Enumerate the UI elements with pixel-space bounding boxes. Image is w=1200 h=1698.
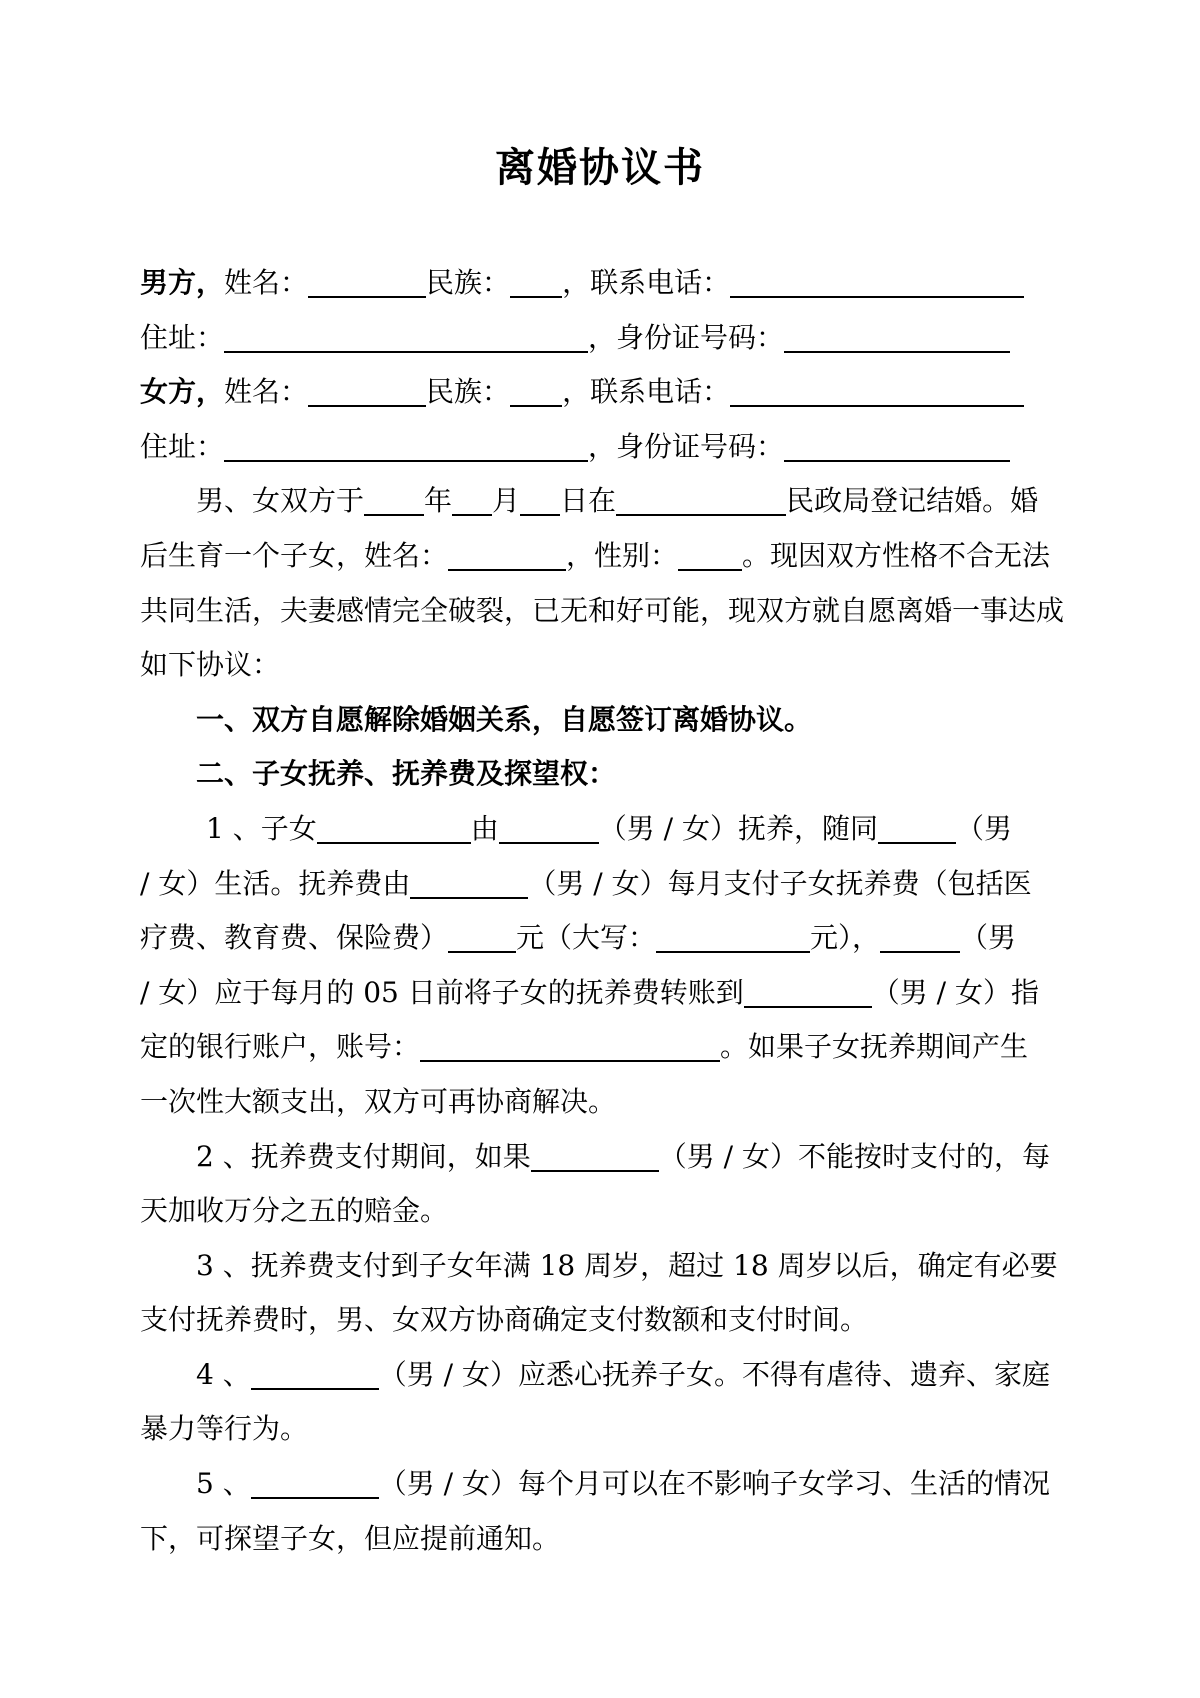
item-text: 由 (470, 811, 499, 845)
visitor-field[interactable] (251, 1467, 379, 1499)
male-id-sep: ， (588, 320, 617, 354)
male-label-sep: ， (196, 266, 225, 299)
child-field[interactable] (317, 812, 471, 844)
late-payer-field[interactable] (531, 1140, 659, 1172)
year-label: 年 (424, 484, 453, 518)
day-label: 日在 (560, 484, 617, 518)
intro-text: 后生育一个子女，姓名： (140, 538, 449, 572)
document-title: 离婚协议书 (495, 145, 705, 191)
item-1-line-2 (140, 857, 1070, 912)
item-5-line-2: 下，可探望子女，但应提前通知。 (140, 1521, 561, 1555)
item-text: 。如果子女抚养期间产生 (720, 1030, 1029, 1064)
female-info-line (140, 365, 1070, 420)
female-name-field[interactable] (308, 375, 426, 407)
male-phone-label: 联系电话： (590, 266, 731, 299)
male-name-field[interactable] (308, 266, 426, 298)
female-label-sep: ， (196, 375, 225, 409)
intro-text: 男、女双方于 (196, 484, 365, 518)
item-text: （男 / 女）指 (871, 975, 1040, 1009)
support-amount-field[interactable] (448, 921, 516, 953)
item-text: （男 (955, 811, 1012, 845)
item-text: （男 / 女）抚养，随同 (598, 811, 878, 845)
section-1-heading: 一、双方自愿解除婚姻关系，自愿签订离婚协议。 (196, 702, 813, 736)
male-address-field[interactable] (224, 321, 588, 353)
intro-text: 。现因双方性格不合无法 (742, 538, 1051, 572)
female-phone-field[interactable] (730, 375, 1024, 407)
marriage-year-field[interactable] (364, 484, 424, 516)
child-gender-field[interactable] (678, 539, 742, 571)
live-with-field[interactable] (878, 812, 956, 844)
male-address-label: 住址： (140, 320, 225, 354)
child-gender-label: ，性别： (566, 538, 679, 572)
male-info-line (140, 256, 1070, 311)
item-1-line-1 (140, 802, 1070, 857)
support-payer-field[interactable] (410, 867, 528, 899)
item-text: 2 、抚养费支付期间，如果 (196, 1139, 531, 1173)
item-text: / 女）生活。抚养费由 (140, 866, 411, 900)
bank-account-field[interactable] (420, 1030, 720, 1062)
male-phone-field[interactable] (730, 266, 1024, 298)
male-phone-sep: ， (562, 266, 591, 299)
marriage-day-field[interactable] (520, 484, 560, 516)
item-text: 元）， (810, 921, 881, 955)
item-1-line-6: 一次性大额支出，双方可再协商解决。 (140, 1084, 617, 1118)
item-text: 1 、子女 (206, 811, 317, 845)
item-4-line-1 (140, 1348, 1070, 1403)
item-text: （男 / 女）每月支付子女抚养费（包括医 (528, 866, 1032, 900)
intro-line-2 (140, 529, 1070, 584)
female-id-sep: ， (588, 429, 617, 463)
female-address-line (140, 420, 1070, 475)
female-id-field[interactable] (784, 430, 1010, 462)
female-ethnicity-field[interactable] (510, 375, 562, 407)
transfer-party-field[interactable] (880, 921, 960, 953)
item-1-line-4 (140, 966, 1070, 1021)
item-4-line-2: 暴力等行为。 (140, 1412, 309, 1446)
item-3-line-1: 3 、抚养费支付到子女年满 18 周岁，超过 18 周岁以后，确定有必要 (196, 1248, 1058, 1282)
female-phone-sep: ， (562, 375, 591, 409)
intro-line-3: 共同生活，夫妻感情完全破裂，已无和好可能，现双方就自愿离婚一事达成 (140, 593, 1065, 627)
item-text: 元（大写： (516, 921, 657, 955)
female-address-label: 住址： (140, 429, 225, 463)
item-text: 定的银行账户，账号： (140, 1030, 421, 1064)
marriage-month-field[interactable] (452, 484, 492, 516)
male-name-label: 姓名： (224, 266, 309, 299)
caretaker-field[interactable] (251, 1358, 379, 1390)
section-2-heading: 二、子女抚养、抚养费及探望权： (196, 757, 617, 791)
intro-line-1 (140, 474, 1070, 529)
female-id-label: 身份证号码： (616, 429, 785, 463)
male-id-label: 身份证号码： (616, 320, 785, 354)
document-body (140, 256, 1070, 1566)
support-amount-capital-field[interactable] (656, 921, 810, 953)
male-id-field[interactable] (784, 321, 1010, 353)
male-address-line (140, 311, 1070, 366)
item-1-line-5 (140, 1020, 1070, 1075)
item-1-line-3 (140, 911, 1070, 966)
custodian-field[interactable] (499, 812, 599, 844)
civil-affairs-bureau-field[interactable] (616, 484, 786, 516)
item-2-line-2: 天加收万分之五的赔金。 (140, 1194, 449, 1228)
item-text: 疗费、教育费、保险费） (140, 921, 449, 955)
intro-text: 民政局登记结婚。婚 (786, 484, 1039, 518)
male-ethnicity-label: 民族： (426, 266, 511, 299)
item-text: 4 、 (196, 1357, 251, 1391)
male-ethnicity-field[interactable] (510, 266, 562, 298)
item-text: （男 (960, 921, 1017, 955)
female-address-field[interactable] (224, 430, 588, 462)
female-label: 女方 (140, 375, 197, 409)
female-phone-label: 联系电话： (590, 375, 731, 409)
item-text: / 女）应于每月的 05 日前将子女的抚养费转账到 (140, 975, 744, 1009)
intro-line-4: 如下协议： (140, 648, 281, 682)
item-3-line-2: 支付抚养费时，男、女双方协商确定支付数额和支付时间。 (140, 1303, 869, 1337)
item-text: （男 / 女）应悉心抚养子女。不得有虐待、遗弃、家庭 (378, 1357, 1050, 1391)
female-ethnicity-label: 民族： (426, 375, 511, 409)
item-text: （男 / 女）不能按时支付的，每 (658, 1139, 1050, 1173)
item-2-line-1 (140, 1130, 1070, 1185)
male-label: 男方 (140, 266, 197, 299)
item-text: （男 / 女）每个月可以在不影响子女学习、生活的情况 (378, 1467, 1050, 1501)
item-text: 5 、 (196, 1467, 251, 1501)
child-name-field[interactable] (448, 539, 566, 571)
month-label: 月 (492, 484, 521, 518)
transfer-recipient-field[interactable] (744, 976, 872, 1008)
female-name-label: 姓名： (224, 375, 309, 409)
item-5-line-1 (140, 1457, 1070, 1512)
